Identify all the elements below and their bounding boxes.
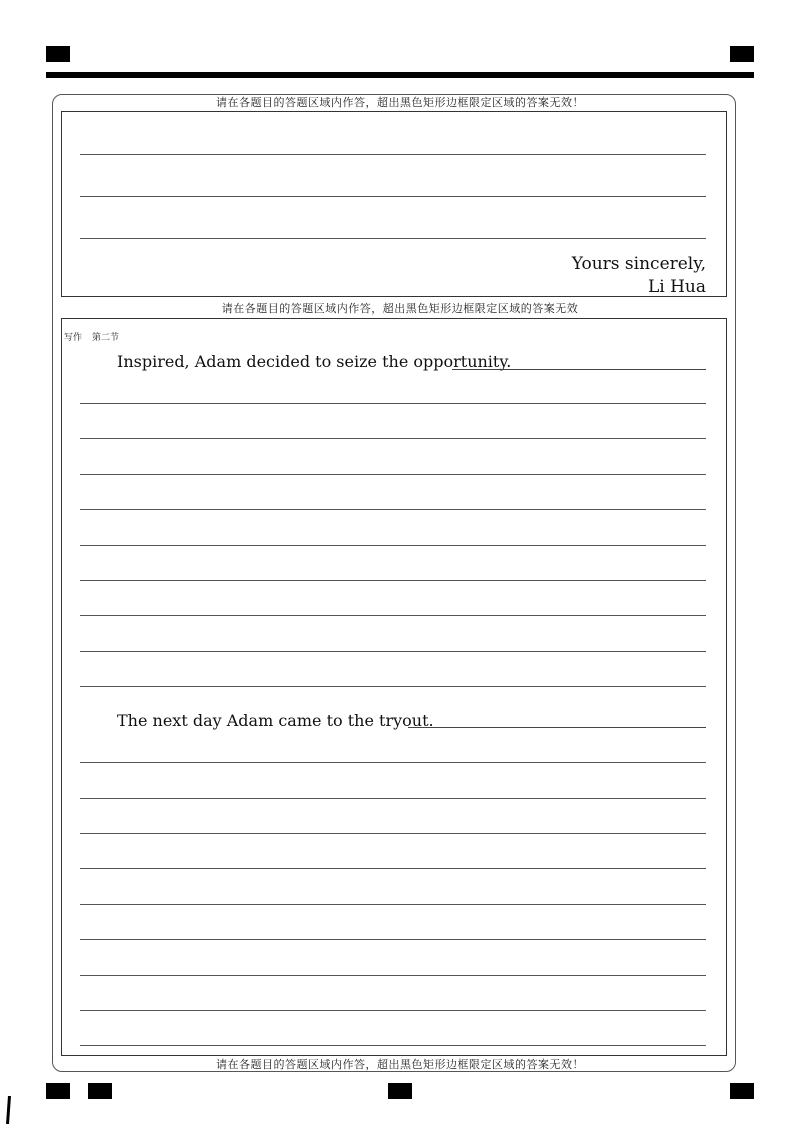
alignment-marker-top-right (730, 46, 754, 62)
notice-middle (0, 302, 800, 316)
answer-line[interactable] (80, 438, 706, 439)
answer-line[interactable] (80, 939, 706, 940)
paragraph-prompt-2: The next day Adam came to the tryout. (117, 711, 434, 730)
alignment-marker-bottom-center (388, 1083, 412, 1099)
notice-bottom (0, 1058, 800, 1072)
alignment-marker-bottom-left-2 (88, 1083, 112, 1099)
alignment-marker-top-left (46, 46, 70, 62)
answer-line[interactable] (80, 154, 706, 155)
answer-line[interactable] (80, 580, 706, 581)
answer-line[interactable] (80, 868, 706, 869)
answer-line[interactable] (80, 975, 706, 976)
answer-line[interactable] (80, 833, 706, 834)
answer-line[interactable] (80, 762, 706, 763)
notice-top (0, 96, 800, 110)
answer-line[interactable] (80, 904, 706, 905)
paragraph-prompt-1: Inspired, Adam decided to seize the opportunity. (117, 352, 512, 371)
answer-line[interactable] (80, 615, 706, 616)
answer-line[interactable] (80, 509, 706, 510)
answer-line[interactable] (80, 651, 706, 652)
section-label (64, 330, 129, 343)
notice-middle-text: 请在各题目的答题区域内作答，超出黑色矩形边框限定区域的答案无效 (216, 302, 585, 315)
answer-line[interactable] (80, 1010, 706, 1011)
answer-line[interactable] (80, 686, 706, 687)
writing-answer-box (61, 318, 727, 1056)
notice-bottom-text: 请在各题目的答题区域内作答，超出黑色矩形边框限定区域的答案无效！ (210, 1058, 590, 1071)
section-number-label: 第二节 (92, 333, 120, 343)
section-part-label: 写作 (64, 333, 83, 343)
alignment-marker-bottom-left-1 (46, 1083, 70, 1099)
scan-mark (6, 1096, 11, 1124)
answer-line[interactable] (80, 1045, 706, 1046)
prompt-2-answer-line[interactable] (408, 727, 706, 728)
answer-line[interactable] (80, 545, 706, 546)
letter-signature: Li Hua (647, 277, 706, 297)
notice-top-text: 请在各题目的答题区域内作答，超出黑色矩形边框限定区域的答案无效！ (210, 96, 590, 109)
answer-line[interactable] (80, 474, 706, 475)
alignment-marker-bottom-right (730, 1083, 754, 1099)
answer-line[interactable] (80, 798, 706, 799)
letter-closing: Yours sincerely, (571, 254, 706, 274)
prompt-1-answer-line[interactable] (452, 369, 706, 370)
answer-line[interactable] (80, 403, 706, 404)
answer-line[interactable] (80, 196, 706, 197)
header-bar (46, 72, 754, 78)
answer-line[interactable] (80, 238, 706, 239)
